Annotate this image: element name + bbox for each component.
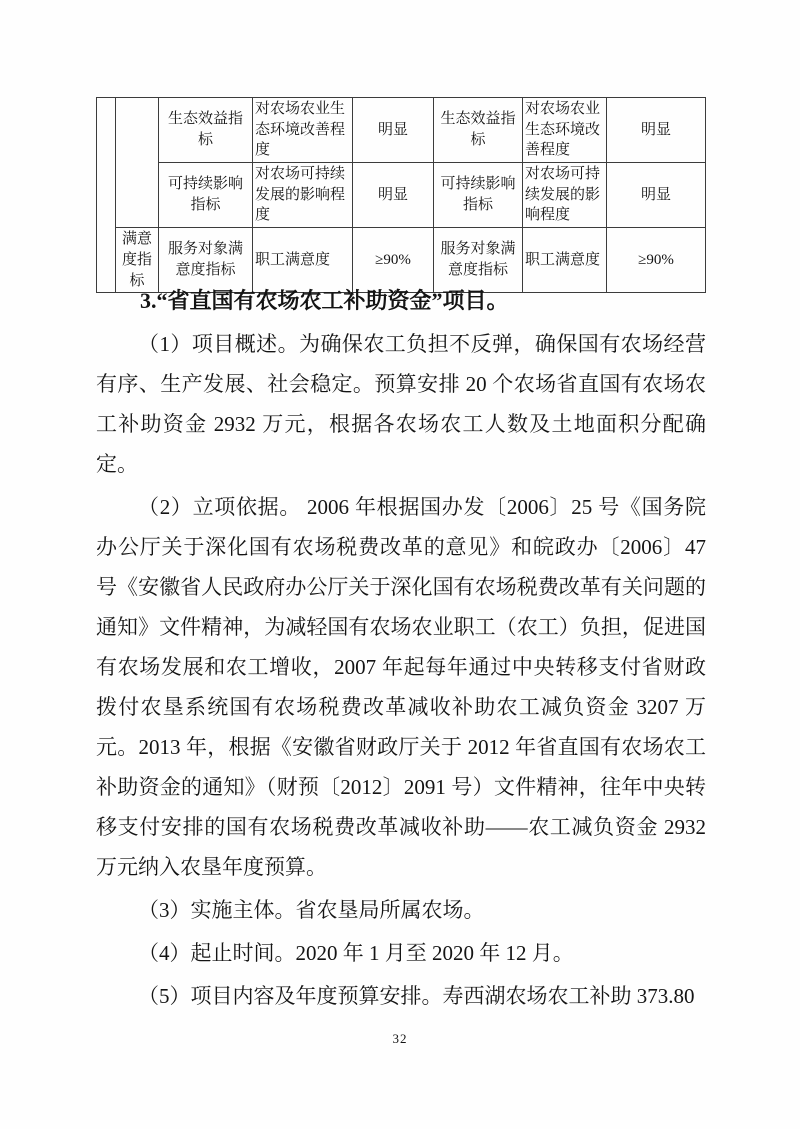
paragraph-project-overview: （1）项目概述。为确保农工负担不反弹，确保国有农场经营有序、生产发展、社会稳定。预算安排 20 个农场省直国有农场农工补助资金 2932 万元，根据各农场农工人数及土地面积分配确定。 [96,332,706,476]
table-cell-value: 明显 [607,163,706,228]
document-body [96,277,706,1016]
paragraph-budget-arrangement: （5）项目内容及年度预算安排。寿西湖农场农工补助 373.80 [138,984,695,1008]
table-cell-indicator: 服务对象满意度指标 [434,228,523,293]
table-cell-indicator: 可持续影响指标 [159,163,253,228]
section-heading: 3.“省直国有农场农工补助资金”项目。 [140,288,509,313]
table-cell-detail: 对农场农业生态环境改善程度 [523,98,607,163]
table-cell-detail: 对农场可持续发展的影响程度 [523,163,607,228]
table-cell-indicator: 生态效益指标 [434,98,523,163]
table-cell-value: ≥90% [607,228,706,293]
table-cell-value: 明显 [353,163,434,228]
table-cell-indicator: 生态效益指标 [159,98,253,163]
table-cell-empty-margin [97,98,116,293]
table-cell-empty-category [116,98,159,228]
paragraph-time-span: （4）起止时间。2020 年 1 月至 2020 年 12 月。 [138,941,574,965]
table-cell-value: 明显 [353,98,434,163]
table-cell-detail: 职工满意度 [253,228,353,293]
table-cell-detail: 职工满意度 [523,228,607,293]
table-cell-value: 明显 [607,98,706,163]
table-cell-value: ≥90% [353,228,434,293]
table-cell-detail: 对农场可持续发展的影响程度 [253,163,353,228]
table-cell-indicator: 可持续影响指标 [434,163,523,228]
paragraph-implementing-body: （3）实施主体。省农垦局所属农场。 [138,898,485,922]
table-cell-category-label: 满意度指标 [116,228,159,293]
paragraph-approval-basis: （2）立项依据。 2006 年根据国办发〔2006〕25 号《国务院办公厅关于深化国有农场税费改革的意见》和皖政办〔2006〕47 号《安徽省人民政府办公厅关于深化国有农场税费改革有关问题的通知》文件精神，为减轻国有农场农业职工（农工）负担，促进国有农场发展和农工增收，2007 年起每年通过中央转移支付省财政拨付农垦系统国有农场税费改革减收补助农工减负资金 3207 万元。2013 年，根据《安徽省财政厅关于 2012 年省直国有农场农工补助资金的通知》（财预〔2012〕2091 号）文件精神，往年中央转移支付安排的国有农场税费改革减收补助——农工减负资金 2932 万元纳入农垦年度预算。 [96,495,706,879]
table-cell-detail: 对农场农业生态环境改善程度 [253,98,353,163]
page-number: 32 [392,1031,408,1046]
table-cell-indicator: 服务对象满意度指标 [159,228,253,293]
performance-indicators-table [96,97,706,293]
